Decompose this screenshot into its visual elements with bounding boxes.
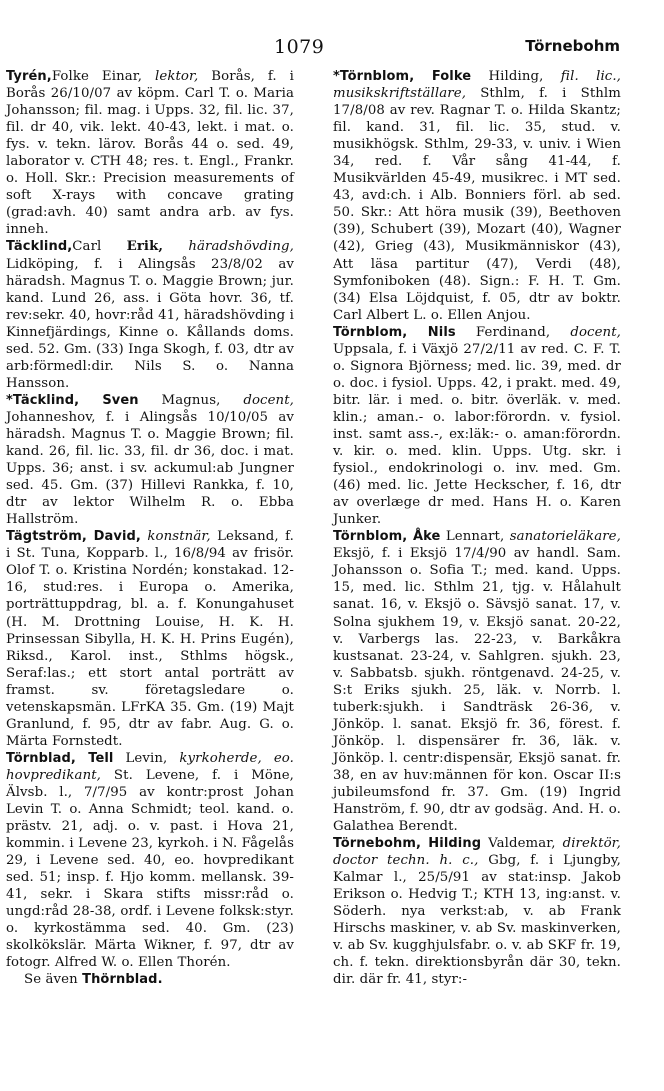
- entry-title: docent,: [243, 392, 294, 408]
- entry-body: Sthlm, f. i Sthlm 17/8/08 av rev. Ragnar T. o. Hilda Skantz; fil. kand. 31, fil. lic. 35, stud. v. musikhögsk. Sthlm, 29-33, v. univ. i Wien 34, red. f. Vår sång 41-44, f. Musikvärlden 45-49, musikrec. i MT sed. 43, avd:ch. i Alb. Bonniers förl. ab sed. 50. Skr.: Att höra musik (39), Beethoven (39), Schubert (39), Mozart (40), Wagner (42), Grieg (43), Musikmänniskor (43), Att läsa partitur (47), Verdi (48), Symfoniboken (48). Sign.: F. H. T. Gm. (34) Elsa Löjdquist, f. 05, dtr av boktr. Carl Albert L. o. Ellen Anjou.: [333, 86, 621, 323]
- entry-body: Lidköping, f. i Alingsås 23/8/02 av häradsh. Magnus T. o. Maggie Brown; jur. kand. Lund 26, ass. i Göta hovr. 36, tf. rev:sekr. 40, hovr:råd 41, häradshövding i Kinnefjärdings, Kinne o. Kållands doms. sed. 52. Gm. (33) Inga Skogh, f. 03, dtr av arb:förmedl:dir. Nils S. o. Nanna Hansson.: [6, 256, 294, 391]
- entry-title: docent,: [570, 324, 621, 340]
- biography-entry: [333, 528, 621, 835]
- see-also-target: Thörnblad.: [82, 972, 163, 988]
- biography-entry: [6, 392, 294, 528]
- entry-body: Eksjö, f. i Eksjö 17/4/90 av handl. Sam. Johansson o. Sofia T.; med. kand. Upps. 15, med. lic. Sthlm 21, tjg. v. Hålahult sanat. 16, v. Eksjö o. Sävsjö sanat. 17, v. Solna sjukhem 19, v. Eksjö sanat. 20-22, v. Varbergs las. 22-23, v. Barkåkra kustsanat. 23-24, v. Sahlgren. sjukh. 23, v. Sabbatsb. sjukh. röntgenavd. 24-25, v. S:t Eriks sjukh. 25, läk. v. Norrb. l. tuberk:sjukh. i Sandträsk 26-36, v. Jönköp. l. sanat. Eksjö fr. 36, förest. f. Jönköp. l. dispensärer fr. 36, läk. v. Jönköp. l. centr:dispensär, Eksjö sanat. fr. 38, en av huv:männen för kon. Oscar II:s jubileumsfond fr. 37. Gm. (19) Ingrid Hanström, f. 90, dtr av godsäg. And. H. o. Galathea Berendt.: [333, 546, 621, 835]
- biography-entry: [333, 835, 621, 988]
- entry-name: Täcklind, Sven: [12, 392, 139, 408]
- right-column: [333, 68, 621, 989]
- entry-name: Törnblad, Tell: [6, 750, 114, 766]
- entry-body: Gbg, f. i Ljungby, Kalmar l., 25/5/91 av stat:insp. Jakob Erikson o. Hedvig T.; KTH 13, ing:anst. v. Söderh. nya verkst:ab, v. ab Frank Hirschs maskiner, v. ab Sv. maskinverken, v. ab Sv. kugghjulsfabr. o. v. ab SKF fr. 19, ch. f. tekn. direktionsbyrån där 30, tekn. dir. där fr. 41, styr:-: [333, 853, 621, 988]
- see-also-reference: [24, 971, 294, 988]
- entry-given-rest: Valdemar,: [481, 836, 563, 852]
- entry-given-name: Folke: [51, 69, 90, 84]
- entry-given-rest: Lennart,: [440, 529, 510, 545]
- biography-entry: [6, 750, 294, 972]
- entry-name: Törnebohm, Hilding: [333, 836, 482, 852]
- biography-entry: [6, 528, 294, 750]
- biography-entry: [333, 68, 621, 324]
- entry-given-rest: Hilding,: [471, 69, 561, 84]
- left-column: [6, 68, 294, 989]
- entry-title: direktör, doctor techn. h. c.,: [333, 836, 621, 869]
- entry-title: kyrkoherde, eo. hovpredikant,: [6, 750, 294, 783]
- entry-name: Tyrén,: [6, 69, 52, 84]
- entry-body: Borås, f. i Borås 26/10/07 av köpm. Carl T. o. Maria Johansson; fil. mag. i Upps. 32, fil. lic. 37, fil. dr 40, vik. lekt. 40-43, lekt. i mat. o. fys. v. tekn. lärov. Borås 44 o. sed. 49, laborator v. CTH 48; res. t. Engl., Frankr. o. Holl. Skr.: Precision measurements of soft X-rays with concave grating (grad:avh. 40) samt andra arb. av fys. inneh.: [6, 69, 295, 238]
- entry-name: Tägtström, David,: [6, 529, 141, 545]
- entry-given-rest: Levin,: [113, 750, 180, 766]
- biography-entry: [333, 324, 621, 529]
- entry-title: konstnär,: [147, 529, 211, 545]
- entry-star: *: [6, 392, 13, 408]
- entry-given-name-bold: Erik,: [126, 239, 164, 255]
- entry-name: Törnblom, Folke: [339, 69, 472, 84]
- entry-given-name: Carl: [72, 239, 127, 255]
- entry-name: Törnblom, Nils: [333, 324, 456, 340]
- entry-given-rest: [163, 239, 188, 254]
- entry-title: lektor,: [155, 69, 199, 84]
- entry-title: häradshövding,: [188, 239, 294, 255]
- see-also-text: Se även: [24, 972, 78, 988]
- entry-body: Johanneshov, f. i Alingsås 10/10/05 av häradsh. Magnus T. o. Maggie Brown; fil. kand. 26, fil. lic. 33, fil. dr 36, doc. i mat. Upps. 36; anst. i sv. ackumul:ab Jungner sed. 45. Gm. (37) Hillevi Rankka, f. 10, dtr av lektor Wilhelm R. o. Ebba Hallström.: [6, 409, 294, 528]
- entry-given-rest: Ferdinand,: [455, 324, 571, 340]
- entry-given-rest: Einar,: [89, 69, 155, 84]
- page-number: 1079: [274, 36, 325, 58]
- entry-body: St. Levene, f. i Möne, Älvsb. l., 7/7/95 av kontr:prost Johan Levin T. o. Anna Schmidt; teol. kand. o. prästv. 21, adj. o. v. past. i Hova 21, kommin. i Levene 23, kyrkoh. i N. Fågelås 29, i Levene sed. 40, eo. hovpredikant sed. 51; insp. f. Hjo komm. mellansk. 39-41, sekr. i Skara stifts missr:råd o. ungd:råd 28-38, ordf. i Levene folksk:styr. o. kyrkostämma sed. 40. Gm. (23) skolkökslär. Märta Wikner, f. 97, dtr av fotogr. Alfred W. o. Ellen Thorén.: [6, 767, 294, 971]
- entry-body: Leksand, f. i St. Tuna, Kopparb. l., 16/8/94 av frisör. Olof T. o. Kristina Nordén; konstakad. 12-16, stud:res. i Europa o. Amerika, porträttuppdrag, bl. a. f. Konungahuset (H. M. Drottning Louise, H. K. H. Prinsessan Sibylla, H. K. H. Prins Eugén), Riksd., Karol. inst., Sthlms högsk., Seraf:las.; ett stort antal porträtt av framst. sv. företagsledare o. vetenskapsmän. LFrKA 35. Gm. (19) Majt Granlund, f. 95, dtr av fabr. Aug. G. o. Märta Fornstedt.: [6, 529, 294, 749]
- biography-entry: [6, 238, 294, 391]
- entry-title: fil. lic., musikskriftställare,: [333, 69, 622, 102]
- biography-entry: [6, 68, 294, 238]
- entry-body: Uppsala, f. i Växjö 27/2/11 av red. C. F. T. o. Signora Björness; med. lic. 39, med. dr o. doc. i fysiol. Upps. 42, i prakt. med. 49, bitr. lär. i med. o. bitr. överläk. v. med. klin.; aman.- o. labor:förordn. v. fysiol. inst. samt ass.-, ex:läk:- o. aman:förordn. v. kir. o. med. klin. Upps. Utg. skr. i fysiol., endokrinologi o. inv. med. Gm. (46) med. lic. Jette Heckscher, f. 16, dtr av overlæge dr med. Hans H. o. Karen Junker.: [333, 341, 621, 528]
- entry-name: Täcklind,: [6, 239, 73, 255]
- entry-given-rest: Magnus,: [138, 392, 244, 408]
- entry-name: Törnblom, Åke: [333, 529, 441, 545]
- running-head: Törnebohm: [525, 37, 620, 55]
- entry-star: *: [333, 69, 340, 84]
- entry-title: sanatorieläkare,: [509, 529, 621, 545]
